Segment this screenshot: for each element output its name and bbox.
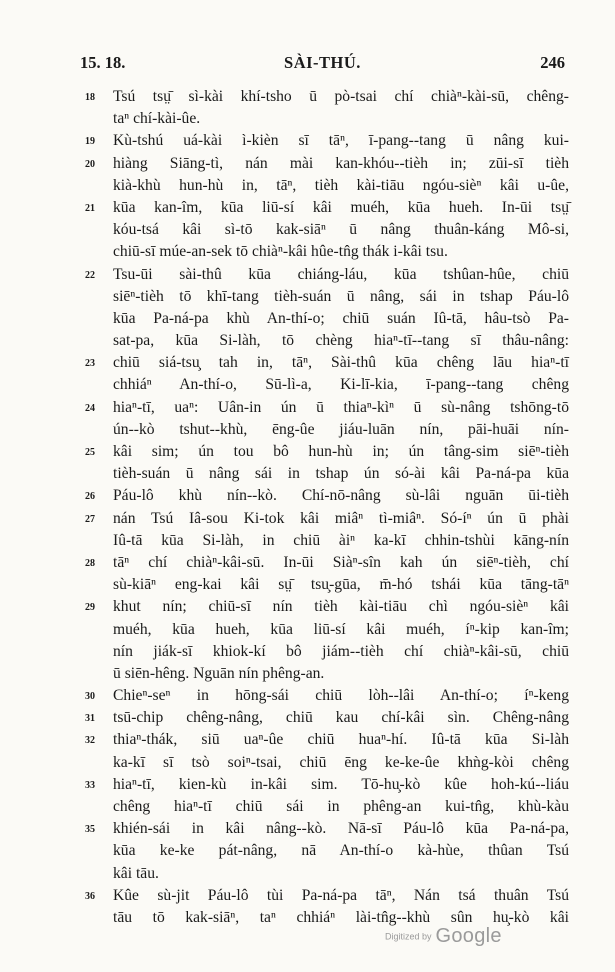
line-text: hiàng Siāng-tì, nán mài kan-khóu--tièh in; zūi-sī tièh — [113, 154, 569, 172]
text-line — [73, 441, 579, 463]
line-text: kūa Pa-ná-pa khù An-thí-o; chiū suán Iû-tā, hâu-tsò Pa- — [113, 309, 569, 327]
text-line — [73, 619, 579, 641]
text-line — [73, 485, 579, 507]
digitized-watermark — [385, 925, 502, 948]
verse-number: 35 — [85, 824, 95, 836]
line-text: kâi tāu. — [113, 864, 159, 882]
line-text: nán Tsú Iâ-sou Ki-tok kâi miâⁿ tì-miâⁿ. Só-íⁿ ún ū phài — [113, 509, 569, 527]
text-line — [73, 530, 579, 552]
verse-number: 29 — [85, 602, 95, 614]
text-line — [73, 153, 579, 175]
line-text: sat-pa, kūa Si-làh, tō chèng hiaⁿ-tī--tang sī thâu-nâng: — [113, 332, 569, 350]
text-line — [73, 863, 579, 885]
line-text: thiaⁿ-thák, siū uaⁿ-ûe chiū huaⁿ-hí. Iû-tā kūa Si-làh — [113, 731, 569, 749]
google-logo: Google — [435, 925, 502, 947]
text-line — [73, 264, 579, 286]
text-line — [73, 175, 579, 197]
verse-number: 26 — [85, 491, 95, 503]
text-line — [73, 707, 579, 729]
running-header — [80, 53, 565, 77]
line-text: tièh-suán ū nâng sái in tshap ún só-ài kâi Pa-ná-pa kūa — [113, 465, 569, 483]
line-text: chhiáⁿ An-thí-o, Sū-lì-a, Ki-lī-kia, ī-pang--tang chêng — [113, 376, 569, 394]
line-text: chêng hiaⁿ-tī chiū sái in phêng-an kui-tn̂g, khù-kàu — [113, 798, 569, 815]
text-line — [73, 308, 579, 330]
line-text: ka-kī sī tsò soiⁿ-tsai, chiū ēng ke-ke-ûe khǹg-kòi chêng — [113, 753, 569, 771]
line-text: Tsú tsṳ̄ sì-kài khí-tsho ū pò-tsai chí chiàⁿ-kài-sū, chêng- — [113, 88, 569, 105]
chapter-verse-ref: 15. 18. — [80, 53, 126, 72]
verse-number: 30 — [85, 691, 95, 703]
line-text: khut nín; chiū-sī nín tièh kài-tiāu chì ngóu-sièⁿ kâi — [113, 598, 569, 616]
text-line — [73, 330, 579, 352]
verse-number: 22 — [85, 269, 95, 281]
text-line — [73, 685, 579, 707]
line-text: ún--kò tshut--khù, ēng-ûe jiáu-luān nín, pāi-huāi nín- — [113, 420, 569, 438]
line-text: tāⁿ chí chiàⁿ-kâi-sū. In-ūi Siàⁿ-sîn kah ún siēⁿ-tièh, chí — [113, 553, 569, 571]
line-text: Kûe sù-jit Páu-lô tùi Pa-ná-pa tāⁿ, Nán tsá thuân Tsú — [113, 886, 569, 904]
text-line — [73, 641, 579, 663]
verse-number: 18 — [85, 92, 95, 103]
line-text: sù-kiāⁿ eng-kai kâi sṳ̄ tsu̧-gūa, m̄-hó tshái kūa tāng-tāⁿ — [113, 576, 569, 594]
text-line — [73, 729, 579, 751]
text-line — [73, 219, 579, 241]
verse-number: 20 — [85, 158, 95, 170]
text-line — [73, 241, 579, 263]
line-text: Chieⁿ-seⁿ in hōng-sái chiū lòh--lâi An-thí-o; íⁿ-keng — [113, 687, 569, 705]
line-text: Tsu-ūi sài-thû kūa chiáng-láu, kūa tshûan-hûe, chiū — [113, 265, 569, 283]
text-line — [73, 130, 579, 152]
text-line — [73, 907, 579, 929]
text-line — [73, 840, 579, 862]
verse-number: 33 — [85, 779, 95, 791]
verse-number: 27 — [85, 513, 95, 525]
watermark-prefix: Digitized by — [385, 931, 432, 942]
verse-number: 31 — [85, 713, 95, 725]
text-line — [73, 574, 579, 596]
verse-number: 24 — [85, 402, 95, 414]
line-text: kóu-tsá kâi sì-tō kak-siāⁿ ū nâng thuân-káng Mô-si, — [113, 221, 569, 239]
text-line — [73, 752, 579, 774]
line-text: taⁿ chí-kài-ûe. — [113, 110, 201, 128]
line-text: Páu-lô khù nín--kò. Chí-nō-nâng sù-lâi nguān ūi-tièh — [113, 487, 569, 505]
verse-number: 23 — [85, 358, 95, 370]
text-line — [73, 663, 579, 685]
verse-number: 21 — [85, 202, 95, 214]
text-line — [73, 508, 579, 530]
text-line — [73, 774, 579, 796]
line-text: kâi sim; ún tou bô hun-hù in; ún tâng-sim siēⁿ-tièh — [113, 443, 569, 460]
verse-number: 19 — [85, 136, 95, 148]
line-text: chiū-sī múe-an-sek tō chiàⁿ-kâi hûe-tn̂g thák i-kâi tsu. — [113, 243, 448, 261]
text-line — [73, 286, 579, 308]
text-line — [73, 596, 579, 618]
line-text: ū siēn-hêng. Nguān nín phêng-an. — [113, 664, 325, 682]
line-text: tsū-chip chêng-nâng, chiū kau chí-kâi sìn. Chêng-nâng — [113, 709, 569, 727]
line-text: kià-khù hun-hù in, tāⁿ, tièh kài-tiāu ngóu-sièⁿ kâi u-ûe, — [113, 176, 569, 194]
page-number: 246 — [540, 53, 565, 72]
text-line — [73, 419, 579, 441]
text-line — [73, 463, 579, 485]
verse-number: 28 — [85, 557, 95, 569]
line-text: nín jiák-sī khiok-kí bô jiám--tièh chí chiàⁿ-kâi-sū, chiū — [113, 642, 569, 660]
book-title: SÀI-THÚ. — [284, 53, 361, 72]
text-line — [73, 197, 579, 219]
line-text: muéh, kūa hueh, kūa liū-sí kâi muéh, íⁿ-kip kan-îm; — [113, 620, 569, 638]
text-line — [73, 796, 579, 818]
line-text: Iû-tā kūa Si-làh, in chiū àiⁿ ka-kī chhin-tshùi kāng-nín — [113, 531, 569, 549]
text-line — [73, 818, 579, 840]
line-text: kūa ke-ke pát-nâng, nā An-thí-o kà-hùe, thûan Tsú — [113, 842, 569, 860]
verse-number: 36 — [85, 890, 95, 902]
text-line — [73, 86, 579, 108]
verse-number: 32 — [85, 735, 95, 747]
text-line — [73, 552, 579, 574]
text-body — [73, 86, 579, 929]
line-text: Kù-tshú uá-kài ì-kièn sī tāⁿ, ī-pang--tang ū nâng kui- — [113, 132, 569, 150]
verse-number: 25 — [85, 447, 95, 458]
text-line — [73, 885, 579, 907]
line-text: hiaⁿ-tī, kien-kù in-kâi sim. Tō-hu̧-kò kûe hoh-kú--liáu — [113, 775, 569, 793]
line-text: kūa kan-îm, kūa liū-sí kâi muéh, kūa hueh. In-ūi tsṳ̄ — [113, 198, 569, 216]
line-text: chiū siá-tsu̧ tah in, tāⁿ, Sài-thû kūa chêng lāu hiaⁿ-tī — [113, 354, 569, 372]
line-text: tāu tō kak-siāⁿ, taⁿ chhiáⁿ lài-tn̂g--khù sûn hu̧-kò kâi — [113, 908, 569, 926]
text-line — [73, 352, 579, 374]
text-line — [73, 374, 579, 396]
line-text: siēⁿ-tièh tō khī-tang tièh-suán ū nâng, sái in tshap Páu-lô — [113, 287, 569, 305]
text-line — [73, 397, 579, 419]
line-text: hiaⁿ-tī, uaⁿ: Uân-in ún ū thiaⁿ-kìⁿ ū sù-nâng tshōng-tō — [113, 398, 569, 416]
line-text: khién-sái in kâi nâng--kò. Nā-sī Páu-lô kūa Pa-ná-pa, — [113, 820, 569, 838]
text-line — [73, 108, 579, 130]
